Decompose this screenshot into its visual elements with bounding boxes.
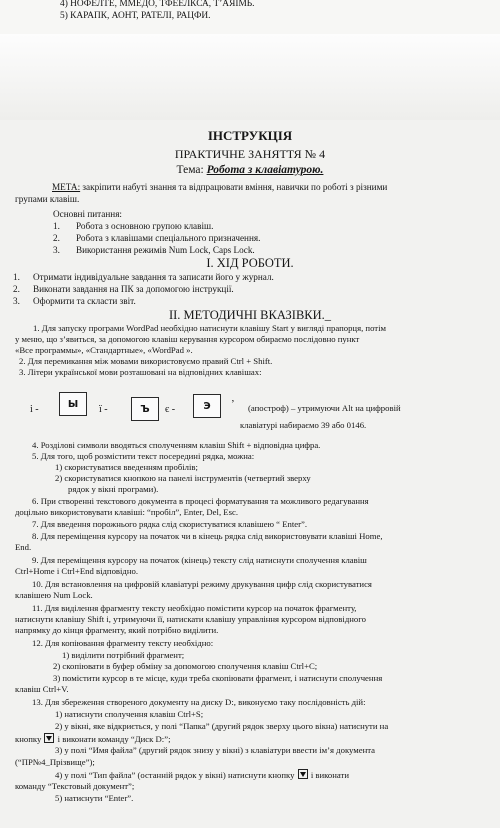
paragraph-3: 3. Літери української мови розташовані на відповідних клавішах: xyxy=(19,367,262,377)
step-text: Виконати завдання на ПК за допомогою інструкції. xyxy=(33,284,234,294)
section1-heading: I. ХІД РОБОТИ. xyxy=(206,256,294,270)
dropdown-arrow-icon xyxy=(298,769,308,779)
paragraph-13: 13. Для збереження створеного документу на диску D:, виконуємо таку послідовність дій: xyxy=(32,697,366,707)
paragraph-13-item: 2) у вікні, яке відкриється, у полі “Папка” (другий рядок зверху цього вікна) натиснути на xyxy=(55,721,389,731)
goal-text-cont: групами клавіш. xyxy=(15,194,80,204)
step-num: 1. xyxy=(13,272,20,282)
paragraph-12-item: клавіш Ctrl+V. xyxy=(15,684,69,694)
question-num: 3. xyxy=(53,245,60,255)
previous-page-fragment xyxy=(0,0,500,34)
paragraph-8: 8. Для переміщення курсору на початок чи в кінець рядка слід використовувати клавіші Home, xyxy=(32,531,383,541)
paragraph-13-text: кнопку xyxy=(15,734,42,744)
question-text: Робота з клавішами спеціального призначення. xyxy=(76,233,261,243)
goal-label: МЕТА: xyxy=(52,182,81,192)
paragraph-11: натиснути клавішу Shift і, утримуючи її, натискати клавішу управління курсором відповідного xyxy=(15,614,366,624)
letter-yi-label: ї - xyxy=(99,404,108,415)
step-num: 2. xyxy=(13,284,20,294)
paragraph-7: 7. Для введення порожнього рядка слід скористуватися клавішею “ Enter”. xyxy=(32,519,308,529)
paragraph-13-item xyxy=(15,733,171,744)
paragraph-1: у меню, що з’явиться, за допомогою клавіш керування курсором обираємо послідовно пункт xyxy=(15,334,360,344)
paragraph-13-item: 3) у полі “Имя файла” (другий рядок знизу у вікні) з клавіатури ввести ім’я документа xyxy=(55,745,376,755)
paragraph-10: клавішею Num Lock. xyxy=(15,590,93,600)
paragraph-5-item: 2) скористуватися кнопкою на панелі інструментів (четвертий зверху xyxy=(55,473,311,483)
paragraph-12-item: 3) помістити курсор в те місце, куди треба скопіювати фрагмент, і натиснути сполучення xyxy=(53,673,383,683)
question-num: 2. xyxy=(53,233,60,243)
questions-heading: Основні питання: xyxy=(53,209,122,219)
step-text: Отримати індивідуальне завдання та записати його у журнал. xyxy=(33,272,274,282)
key-cap: Ы xyxy=(59,392,87,416)
letter-i-label: і - xyxy=(30,404,39,415)
paragraph-13-item: (“ПР№4_Прізвище”); xyxy=(15,757,95,767)
key-cap: Э xyxy=(193,394,221,418)
top-list-item: 5) КАРАПК, АОНТ, РАТЕЛІ, РАЦФИ. xyxy=(60,11,211,21)
page-title: ІНСТРУКЦІЯ xyxy=(207,128,293,143)
paragraph-5-item: 1) скористуватися введенням пробілів; xyxy=(55,462,198,472)
paragraph-9: Ctrl+Home і Ctrl+End відповідно. xyxy=(15,566,139,576)
question-text: Використання режимів Num Lock, Caps Lock. xyxy=(76,245,255,255)
topic-label: Тема: xyxy=(176,164,204,176)
question-num: 1. xyxy=(53,221,60,231)
instruction-page xyxy=(0,120,500,828)
paragraph-5: 5. Для того, щоб розмістити текст посередині рядка, можна: xyxy=(32,451,255,461)
top-list-item: 4) НОФЕЛТЕ, ММЕДО, ТФЕЕЛКСА, Т’АЯІМЬ. xyxy=(60,0,255,9)
paragraph-1: «Все программы», «Стандартные», «WordPad ». xyxy=(15,345,193,355)
section2-heading: II. МЕТОДИЧНІ ВКАЗІВКИ._ xyxy=(168,308,332,322)
apostrophe-text: клавіатурі набираємо 39 або 0146. xyxy=(240,420,367,430)
paragraph-13-item: 1) натиснути сполучення клавіш Ctrl+S; xyxy=(55,709,204,719)
paragraph-12: 12. Для копіювання фрагменту тексту необхідно: xyxy=(32,638,214,648)
paragraph-6: доцільно використовувати клавіші: “пробіл”, Enter, Del, Esc. xyxy=(15,507,239,517)
paragraph-12-item: 2) скопіювати в буфер обміну за допомогою сполучення клавіш Ctrl+C; xyxy=(53,661,318,671)
paragraph-13-text: і виконати команду “Диск D:”; xyxy=(57,734,171,744)
apostrophe-symbol: ’ xyxy=(231,398,235,410)
paragraph-13-item: 5) натиснути “Enter”. xyxy=(55,793,134,803)
paragraph-8: End. xyxy=(15,542,32,552)
step-num: 3. xyxy=(13,296,20,306)
goal-text: закріпити набуті знання та відпрацювати вміння, навички по роботі з різними xyxy=(82,182,388,192)
step-text: Оформити та скласти звіт. xyxy=(33,296,136,306)
paragraph-11: напрямку до кінця фрагменту, який потрібно виділити. xyxy=(15,625,219,635)
paragraph-2: 2. Для перемикання між мовами використовуємо правий Ctrl + Shift. xyxy=(19,356,273,366)
paragraph-4: 4. Розділові символи вводяться сполученням клавіш Shift + відповідна цифра. xyxy=(32,440,321,450)
paragraph-11: 11. Для виділення фрагменту тексту необхідно помістити курсор на початок фрагменту, xyxy=(32,603,357,613)
paragraph-13-item: команду “Текстовый документ”; xyxy=(15,781,135,791)
topic-line xyxy=(0,164,500,176)
page-subtitle: ПРАКТИЧНЕ ЗАНЯТТЯ № 4 xyxy=(174,147,326,161)
question-text: Робота з основною групою клавіш. xyxy=(76,221,214,231)
paragraph-9: 9. Для переміщення курсору на початок (кінець) тексту слід натиснути сполучення клавіш xyxy=(32,555,367,565)
topic-value: Робота з клавіатурою. xyxy=(206,164,324,176)
goal-line xyxy=(52,182,387,192)
paragraph-5-item: рядок у вікні програми). xyxy=(68,484,159,494)
paragraph-13-item xyxy=(55,769,349,780)
paragraph-12-item: 1) виділити потрібний фрагмент; xyxy=(62,650,185,660)
paragraph-1: 1. Для запуску програми WordPad необхідно натиснути клавішу Start у вигляді прапорця, потім xyxy=(33,323,387,333)
paragraph-6: 6. При створенні текстового документа в процесі форматування та можливого редагування xyxy=(32,496,369,506)
dropdown-arrow-icon xyxy=(44,733,54,743)
paragraph-13-text: і виконати xyxy=(310,770,349,780)
paragraph-13-text: 4) у полі “Тип файла” (останній рядок у вікні) натиснути кнопку xyxy=(55,770,295,780)
apostrophe-text: (апостроф) – утримуючи Alt на цифровій xyxy=(248,403,401,413)
key-cap: Ъ xyxy=(131,397,159,421)
paragraph-10: 10. Для встановлення на цифровій клавіатурі режиму друкування цифр слід скористуватися xyxy=(32,579,372,589)
letter-ye-label: є - xyxy=(165,404,176,415)
page-break xyxy=(0,34,500,120)
